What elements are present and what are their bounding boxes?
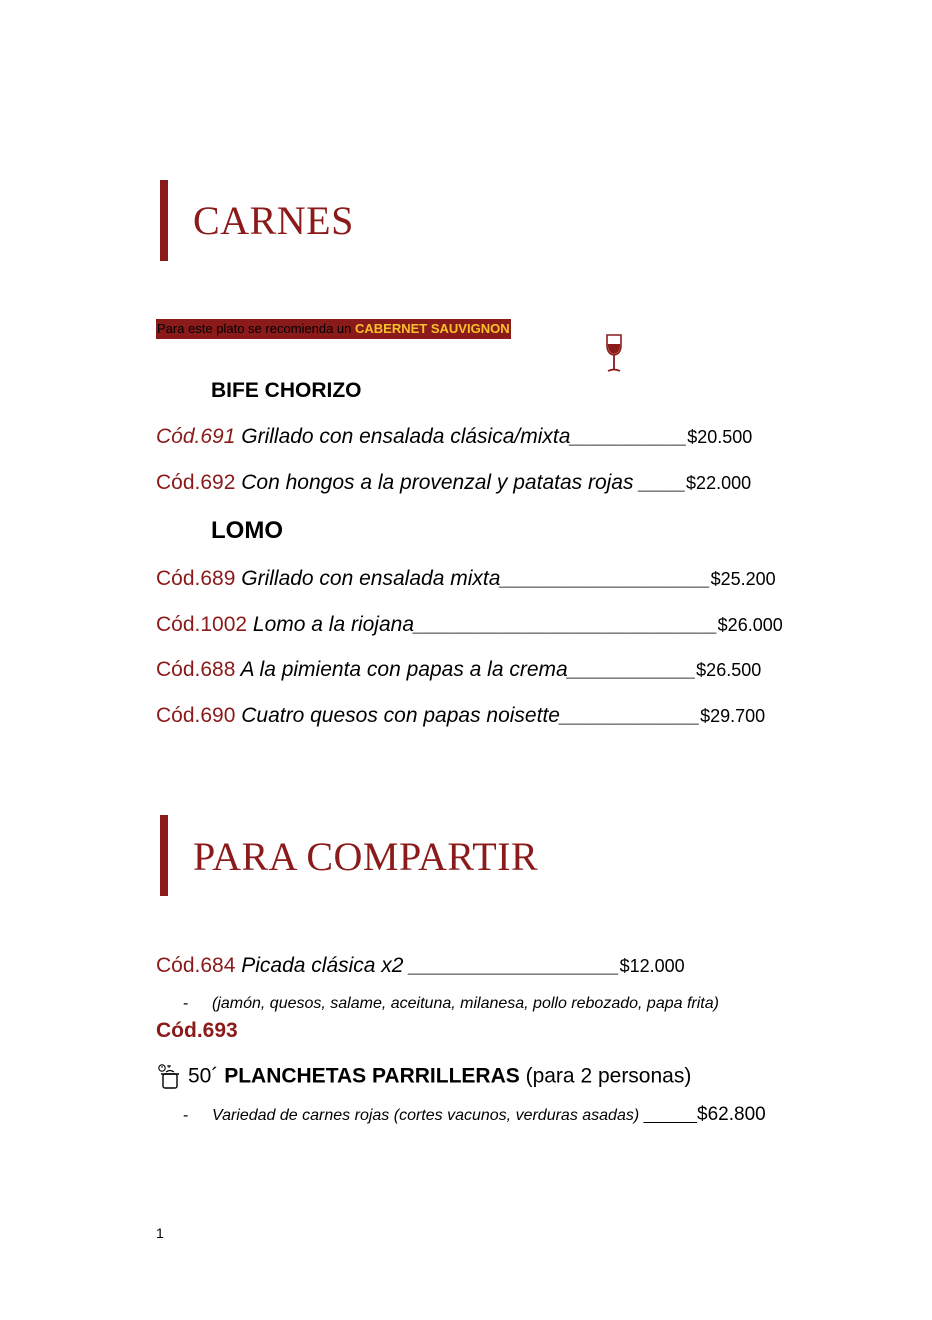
item-description: Lomo a la riojana__________________________ bbox=[247, 613, 718, 636]
section-bar-carnes bbox=[160, 180, 168, 261]
timer-icon bbox=[156, 1063, 182, 1091]
wine-recommendation bbox=[156, 319, 511, 339]
item-price: $62.800 bbox=[697, 1104, 766, 1125]
item-code: Cód.689 bbox=[156, 567, 236, 590]
plancheta-time: 50´ bbox=[188, 1064, 225, 1088]
item-price: $29.700 bbox=[700, 706, 766, 726]
plancheta-name: PLANCHETAS PARRILLERAS bbox=[224, 1064, 520, 1088]
plancheta-suffix: (para 2 personas) bbox=[519, 1064, 692, 1088]
item-price: $12.000 bbox=[619, 956, 685, 976]
recommended-wine: CABERNET SAUVIGNON bbox=[355, 321, 510, 336]
recommendation-prefix: Para este plato se recomienda un bbox=[157, 321, 356, 336]
section-title-compartir: PARA COMPARTIR bbox=[193, 834, 539, 879]
item-description: Cuatro quesos con papas noisette____________ bbox=[235, 704, 701, 727]
item-code-693: Cód.693 bbox=[156, 1019, 238, 1042]
item-code: Cód.1002 bbox=[156, 613, 248, 636]
item-price: $20.500 bbox=[687, 427, 753, 447]
menu-item bbox=[156, 657, 761, 683]
note-text: (jamón, quesos, salame, aceituna, milanesa, pollo rebozado, papa frita) bbox=[212, 995, 719, 1012]
menu-item bbox=[156, 424, 752, 450]
plancheta-line bbox=[156, 1063, 691, 1091]
menu-item bbox=[156, 566, 776, 592]
lomo-heading: LOMO bbox=[211, 517, 283, 544]
item-note bbox=[183, 1104, 766, 1127]
menu-item bbox=[156, 612, 783, 638]
menu-item bbox=[156, 703, 765, 729]
section-bar-compartir bbox=[160, 815, 168, 896]
item-code: Cód.684 bbox=[156, 954, 236, 977]
item-price: $26.000 bbox=[717, 615, 783, 635]
page-number: 1 bbox=[156, 1225, 164, 1241]
item-price: $22.000 bbox=[686, 473, 752, 493]
menu-item bbox=[156, 470, 751, 496]
item-note bbox=[183, 993, 719, 1015]
item-code: Cód.691 bbox=[156, 425, 236, 448]
item-price: $26.500 bbox=[696, 660, 762, 680]
note-dash: - bbox=[183, 1107, 189, 1124]
item-description: Grillado con ensalada clásica/mixta__________ bbox=[235, 425, 688, 448]
note-text: Variedad de carnes rojas (cortes vacunos, verduras asadas) bbox=[212, 1107, 640, 1124]
section-title-carnes: CARNES bbox=[193, 198, 354, 243]
item-description: Con hongos a la provenzal y patatas rojas ____ bbox=[235, 471, 687, 494]
wine-glass-icon bbox=[603, 333, 625, 375]
item-description: Picada clásica x2 __________________ bbox=[235, 954, 620, 977]
item-price: $25.200 bbox=[710, 569, 776, 589]
item-description: Grillado con ensalada mixta__________________ bbox=[235, 567, 711, 590]
item-code: Cód.690 bbox=[156, 704, 236, 727]
item-description: A la pimienta con papas a la crema___________ bbox=[235, 658, 697, 681]
note-leader: ______ bbox=[639, 1107, 698, 1124]
item-code: Cód.692 bbox=[156, 471, 236, 494]
menu-item bbox=[156, 953, 685, 979]
note-dash: - bbox=[183, 995, 189, 1012]
bife-chorizo-heading: BIFE CHORIZO bbox=[211, 379, 362, 402]
item-code: Cód.688 bbox=[156, 658, 236, 681]
